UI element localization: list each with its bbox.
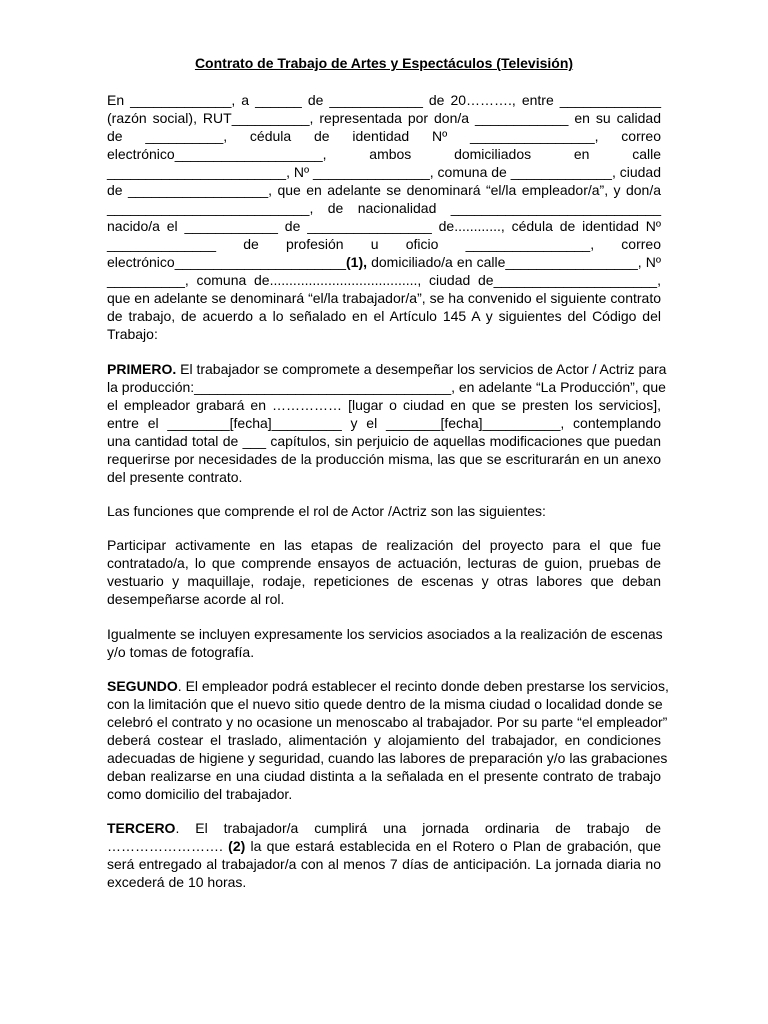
primero-heading: PRIMERO. <box>107 361 177 377</box>
intro-line-8: nacido/a el ____________ de ________________ de............, cédula de identidad Nº <box>107 218 661 234</box>
intro-line-7: __________________________, de nacionalidad ___________________________ <box>107 200 661 216</box>
segundo-line-5: adecuadas de higiene y seguridad, cuando las labores de preparación y/o las grabaciones <box>107 750 668 766</box>
tercero-line-4: excederá de 10 horas. <box>107 874 247 890</box>
segundo-line-7: como domicilio del trabajador. <box>107 786 293 802</box>
intro-line-14: Trabajo: <box>107 326 158 342</box>
segundo-line-6: deban realizarse en una ciudad distinta a la señalada en el presente contrato de trabajo <box>107 768 661 784</box>
segundo-heading: SEGUNDO <box>107 678 178 694</box>
intro-line-2: (razón social), RUT__________, representada por don/a ____________ en su calidad <box>107 110 661 126</box>
funciones-p2-line-2: y/o tomas de fotografía. <box>107 644 255 660</box>
funciones-p1-line-3: vestuario y maquillaje, rodaje, repeticiones de escenas y otras labores que deban <box>107 573 661 589</box>
intro-line-10 <box>107 253 661 271</box>
intro-email-blank: electrónico______________________ <box>107 254 346 270</box>
segundo-text: . El empleador podrá establecer el recinto donde deben prestarse los servicios, <box>177 678 669 694</box>
tercero-blank: ……………………. <box>107 838 223 854</box>
segundo-line-2: con la limitación que el nuevo sitio quede dentro de la misma ciudad o localidad donde se <box>107 696 663 712</box>
intro-line-1: En _____________, a ______ de ____________ de 20………., entre _____________ <box>107 92 661 108</box>
intro-line-6: de __________________, que en adelante se denominará “el/la empleador/a”, y don/a <box>107 182 661 198</box>
funciones-intro: Las funciones que comprende el rol de Actor /Actriz son las siguientes: <box>107 503 546 519</box>
primero-line-6: requerirse por necesidades de la producción misma, las que se escriturarán en un anexo <box>107 451 661 467</box>
primero-line-2: la producción:_________________________________, en adelante “La Producción”, que <box>107 379 666 395</box>
segundo-line-1 <box>107 677 669 695</box>
intro-address-blank: domiciliado/a en calle_________________, Nº <box>367 254 661 270</box>
primero-line-1 <box>107 360 667 378</box>
tercero-text-2: la que estará establecida en el Rotero o Plan de grabación, que <box>245 838 661 854</box>
tercero-line-1 <box>107 819 661 837</box>
tercero-heading: TERCERO <box>107 820 176 836</box>
intro-line-13: de trabajo, de acuerdo a lo señalado en el Artículo 145 A y siguientes del Código del <box>107 308 661 324</box>
funciones-p1-line-2: contratado/a, lo que comprende ensayos de actuación, lecturas de guion, pruebas de <box>107 555 661 571</box>
intro-line-9: ______________ de profesión u oficio ________________, correo <box>107 236 661 252</box>
intro-line-3: de __________, cédula de identidad Nº ________________, correo <box>107 128 661 144</box>
primero-line-3: el empleador grabará en …………… [lugar o ciudad en que se presten los servicios], <box>107 397 661 413</box>
segundo-line-4: deberá costear el traslado, alimentación y alojamiento del trabajador, en condiciones <box>107 732 661 748</box>
tercero-line-2 <box>107 837 661 855</box>
intro-line-11: __________, comuna de......................................, ciudad de_____________________, <box>107 272 661 288</box>
intro-line-5: _______________________, Nº _______________, comuna de _____________, ciudad <box>107 164 661 180</box>
funciones-p2-line-1: Igualmente se incluyen expresamente los servicios asociados a la realización de escenas <box>107 626 663 642</box>
tercero-text: . El trabajador/a cumplirá una jornada ordinaria de trabajo de <box>175 820 661 836</box>
tercero-line-3: será entregado al trabajador/a con al menos 7 días de anticipación. La jornada diaria no <box>107 856 661 872</box>
primero-line-4: entre el ________[fecha]_________ y el _______[fecha]__________, contemplando <box>107 415 661 431</box>
segundo-line-3: celebró el contrato y no ocasione un menoscabo al trabajador. Por su parte “el empleador” <box>107 714 668 730</box>
document-title: Contrato de Trabajo de Artes y Espectáculos (Televisión) <box>194 55 574 71</box>
funciones-p1-line-4: desempeñarse acorde al rol. <box>107 591 285 607</box>
footnote-ref-1: (1), <box>346 254 367 270</box>
intro-line-4: electrónico___________________, ambos domiciliados en calle <box>107 146 661 162</box>
primero-line-5: una cantidad total de ___ capítulos, sin perjuicio de aquellas modificaciones que puedan <box>107 433 661 449</box>
primero-line-7: del presente contrato. <box>107 469 243 485</box>
intro-line-12: que en adelante se denominará “el/la trabajador/a”, se ha convenido el siguiente contrato <box>107 290 661 306</box>
primero-text: El trabajador se compromete a desempeñar los servicios de Actor / Actriz para <box>176 361 667 377</box>
funciones-p1-line-1: Participar activamente en las etapas de realización del proyecto para el que fue <box>107 537 661 553</box>
footnote-ref-2: (2) <box>222 838 246 854</box>
